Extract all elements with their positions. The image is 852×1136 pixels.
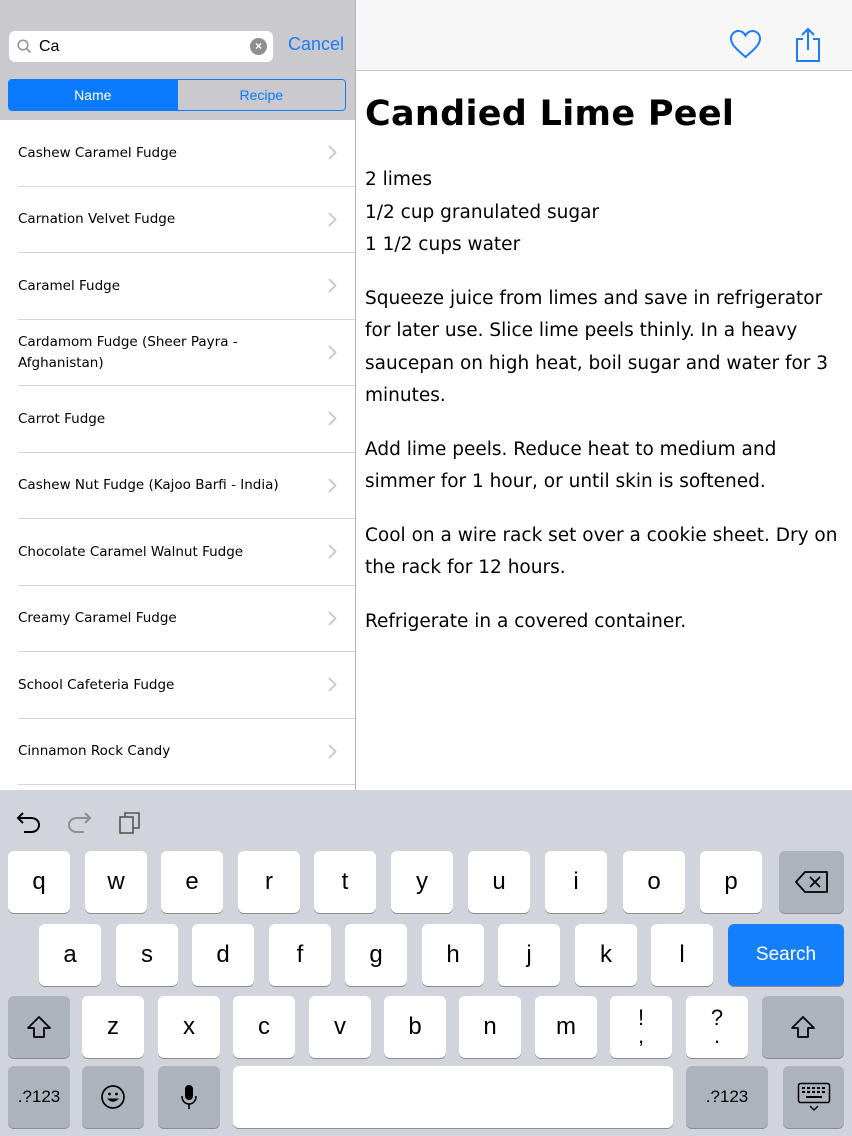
emoji-key[interactable] — [82, 1066, 144, 1128]
list-item[interactable] — [0, 453, 355, 520]
key-y[interactable]: y — [391, 851, 453, 913]
ingredient-list — [365, 164, 845, 262]
key-t[interactable]: t — [314, 851, 376, 913]
list-item-label: Cinnamon Rock Candy — [18, 743, 171, 760]
key-f[interactable]: f — [269, 924, 331, 986]
search-header — [0, 0, 355, 120]
key-r[interactable]: r — [238, 851, 300, 913]
chevron-right-icon — [328, 611, 337, 626]
key-question-period[interactable] — [686, 996, 748, 1058]
key-j[interactable]: j — [498, 924, 560, 986]
microphone-icon — [180, 1083, 198, 1111]
hide-keyboard-key[interactable] — [783, 1066, 844, 1128]
recipe-content — [365, 88, 845, 638]
key-w[interactable]: w — [85, 851, 147, 913]
list-item[interactable] — [0, 187, 355, 254]
list-item-label: Carrot Fudge — [18, 410, 106, 427]
recipe-step: Cool on a wire rack set over a cookie sheet. Dry on the rack for 12 hours. — [365, 524, 838, 578]
list-item-label: Cardamom Fudge (Sheer Payra - Afghanistan) — [18, 333, 238, 371]
chevron-right-icon — [328, 212, 337, 227]
key-s[interactable]: s — [116, 924, 178, 986]
key-c[interactable]: c — [233, 996, 295, 1058]
emoji-icon — [100, 1084, 126, 1110]
key-e[interactable]: e — [161, 851, 223, 913]
list-item-label: Cashew Caramel Fudge — [18, 144, 177, 161]
key-q[interactable]: q — [8, 851, 70, 913]
space-bar[interactable] — [233, 1066, 673, 1128]
share-icon[interactable] — [795, 27, 821, 63]
chevron-right-icon — [328, 345, 337, 360]
scope-recipe-segment[interactable]: Recipe — [177, 80, 346, 110]
redo-icon[interactable] — [66, 810, 92, 834]
paste-icon[interactable] — [118, 810, 142, 836]
clear-text-icon[interactable]: × — [250, 38, 267, 55]
list-item-label: Chocolate Caramel Walnut Fudge — [18, 543, 244, 560]
scope-name-segment[interactable]: Name — [9, 80, 177, 110]
key-v[interactable]: v — [309, 996, 371, 1058]
key-u[interactable]: u — [468, 851, 530, 913]
list-item-label: Cashew Nut Fudge (Kajoo Barfi - India) — [18, 477, 279, 494]
list-item[interactable] — [0, 253, 355, 320]
keyboard — [0, 790, 852, 1136]
recipe-step: Squeeze juice from limes and save in refrigerator for later use. Slice lime peels thinly. In a heavy saucepan on high heat, boil sugar and water for 3 minutes. — [365, 287, 829, 406]
ingredient-item: 1/2 cup granulated sugar — [365, 201, 600, 223]
list-item-label: Creamy Caramel Fudge — [18, 610, 177, 627]
key-p[interactable]: p — [700, 851, 762, 913]
key-exclamation-comma[interactable] — [610, 996, 672, 1058]
chevron-right-icon — [328, 677, 337, 692]
delete-key[interactable] — [779, 851, 844, 913]
results-list — [0, 120, 355, 785]
cancel-button[interactable]: Cancel — [288, 34, 345, 54]
search-pane — [0, 0, 355, 790]
list-item-label: Carnation Velvet Fudge — [18, 211, 176, 228]
key-z[interactable]: z — [82, 996, 144, 1058]
chevron-right-icon — [328, 544, 337, 559]
search-scope-control — [8, 79, 346, 111]
recipe-title: Candied Lime Peel — [365, 94, 735, 134]
search-field[interactable] — [9, 31, 273, 62]
list-item[interactable] — [0, 519, 355, 586]
recipe-step: Add lime peels. Reduce heat to medium and simmer for 1 hour, or until skin is softened. — [365, 438, 777, 492]
ingredient-item: 1 1/2 cups water — [365, 234, 521, 255]
search-input[interactable] — [39, 35, 239, 58]
search-key[interactable]: Search — [728, 924, 844, 986]
list-item[interactable] — [0, 120, 355, 187]
key-b[interactable]: b — [384, 996, 446, 1058]
keyboard-dismiss-icon — [797, 1082, 831, 1112]
key-x[interactable]: x — [158, 996, 220, 1058]
numbers-key-left[interactable]: .?123 — [8, 1066, 70, 1128]
chevron-right-icon — [328, 744, 337, 759]
key-k[interactable]: k — [575, 924, 637, 986]
list-item[interactable] — [0, 586, 355, 653]
chevron-right-icon — [328, 478, 337, 493]
chevron-right-icon — [328, 278, 337, 293]
chevron-right-icon — [328, 411, 337, 426]
key-d[interactable]: d — [192, 924, 254, 986]
keyboard-shortcut-bar — [0, 790, 852, 850]
key-h[interactable]: h — [422, 924, 484, 986]
shift-icon — [790, 1015, 816, 1039]
list-item-label: Caramel Fudge — [18, 277, 121, 294]
key-punct-label: ? . — [710, 1005, 724, 1048]
recipe-step: Refrigerate in a covered container. — [365, 610, 687, 632]
key-a[interactable]: a — [39, 924, 101, 986]
list-item[interactable] — [0, 386, 355, 453]
key-g[interactable]: g — [345, 924, 407, 986]
key-l[interactable]: l — [651, 924, 713, 986]
chevron-right-icon — [328, 145, 337, 160]
list-item[interactable] — [0, 320, 355, 387]
undo-icon[interactable] — [16, 810, 42, 834]
key-o[interactable]: o — [623, 851, 685, 913]
backspace-icon — [795, 870, 829, 894]
search-icon — [17, 39, 32, 54]
shift-key-right[interactable] — [762, 996, 844, 1058]
list-item-label: School Cafeteria Fudge — [18, 676, 175, 693]
recipe-detail-pane — [356, 0, 852, 790]
ingredient-item: 2 limes — [365, 169, 432, 190]
shift-key-left[interactable] — [8, 996, 70, 1058]
dictation-key[interactable] — [158, 1066, 220, 1128]
key-i[interactable]: i — [545, 851, 607, 913]
detail-nav-bar — [356, 0, 852, 71]
key-m[interactable]: m — [535, 996, 597, 1058]
heart-icon[interactable] — [729, 29, 762, 59]
list-item[interactable] — [0, 652, 355, 719]
shift-icon — [26, 1015, 52, 1039]
key-punct-label: ! , — [637, 1005, 645, 1048]
list-item[interactable] — [0, 719, 355, 786]
key-n[interactable]: n — [459, 996, 521, 1058]
numbers-key-right[interactable]: .?123 — [686, 1066, 768, 1128]
